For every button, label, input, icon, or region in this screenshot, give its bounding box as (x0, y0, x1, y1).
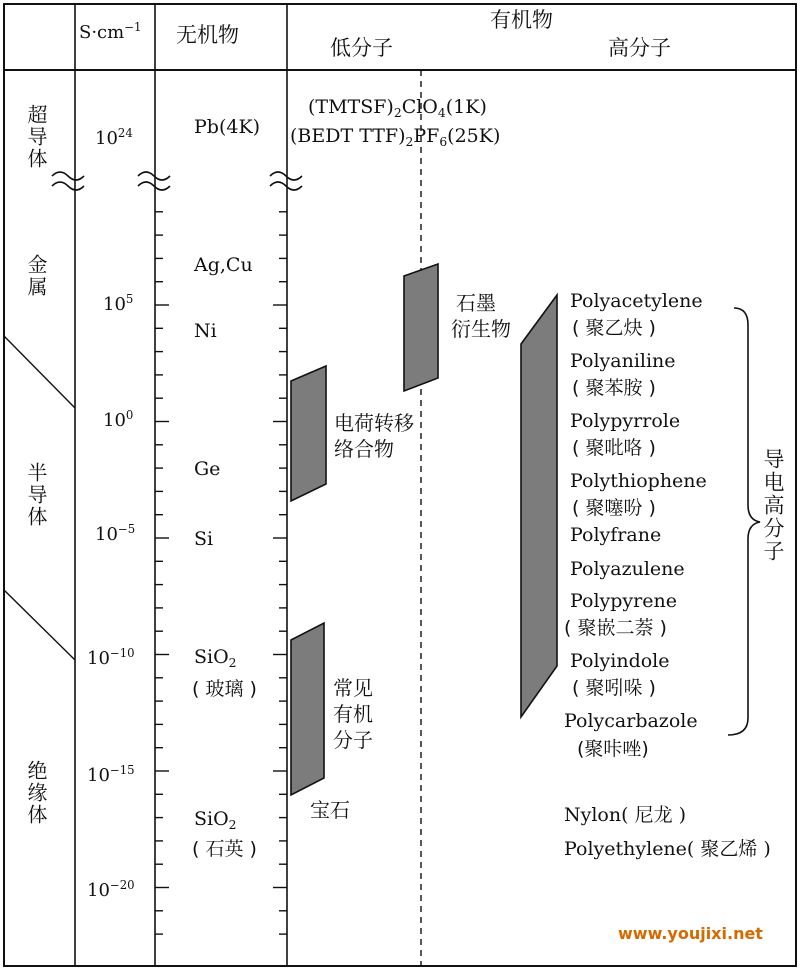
category-insulator: 绝缘体 (24, 760, 48, 826)
axis-label-1e5: $10^5$ (103, 292, 134, 315)
polymer-name: Polypyrrole (570, 410, 681, 432)
inorganic-quartz-cn: ( 石英 ) (192, 838, 257, 860)
polymer-name: Polyindole (570, 650, 670, 672)
tmtsf-formula: $(TMTSF)_2ClO_4(1K)$ (308, 96, 487, 120)
polymer-polyethylene: Polyethylene( 聚乙烯 ) (564, 838, 771, 860)
inorganic-agcu: Ag,Cu (194, 254, 253, 276)
organic-header: 有机物 (490, 8, 553, 32)
polymer-name: Polyaniline (570, 350, 676, 372)
axis-label-1e-15: $10^{-15}$ (87, 763, 135, 786)
inorganic-header: 无机物 (176, 23, 239, 47)
semiconductor-insulator-boundary (4, 590, 75, 660)
polymer-cn: ( 聚苯胺 ) (572, 377, 656, 399)
polymer-cn: (聚咔唑) (577, 738, 649, 760)
axis-label-1e24: $10^{24}$ (95, 126, 133, 149)
polymer-name: Polycarbazole (564, 710, 698, 732)
category-semiconductor: 半导体 (24, 462, 48, 528)
metal-semiconductor-boundary (4, 336, 75, 408)
inorganic-si: Si (194, 528, 214, 550)
bar-conductive-polymers (521, 295, 557, 717)
polymer-nylon: Nylon( 尼龙 ) (564, 804, 687, 826)
bar-common-organics (291, 623, 324, 795)
inorganic-ge: Ge (194, 458, 221, 480)
inorganic-sio2-quartz: SiO$_2$ (194, 808, 237, 832)
bedt-formula: (BEDT $TTF)_2PF_6(25K)$ (290, 125, 501, 149)
polymer-name: Polyacetylene (570, 290, 703, 312)
polymer-cn: ( 聚吡咯 ) (572, 437, 656, 459)
inorganic-glass-cn: ( 玻璃 ) (192, 678, 257, 700)
conductive-polymers-label: 导电高分子 (761, 448, 785, 563)
bar-charge-transfer (291, 366, 326, 501)
axis-break-marks (52, 172, 302, 190)
label-graphite-derivatives: 石墨 衍生物 (451, 291, 511, 341)
polymer-cn: ( 聚嵌二萘 ) (564, 617, 667, 639)
range-bars (291, 264, 557, 795)
inorganic-pb: Pb(4K) (194, 116, 261, 138)
polymer-brace (728, 308, 760, 735)
polymer-cn: ( 聚吲哚 ) (572, 677, 656, 699)
label-charge-transfer: 电荷转移 络合物 (334, 411, 414, 461)
inorganic-sio2-glass: SiO$_2$ (194, 646, 237, 670)
axis-label-1e-20: $10^{-20}$ (87, 878, 135, 901)
polymer-name: Polythiophene (570, 470, 707, 492)
category-superconductor: 超导体 (24, 104, 48, 170)
low-molecular-header: 低分子 (330, 36, 393, 60)
polymer-name: Polyfrane (570, 524, 662, 546)
axis-label-1e-10: $10^{-10}$ (87, 646, 135, 669)
watermark-url: www.youjixi.net (618, 924, 763, 943)
inorganic-ni: Ni (194, 320, 217, 342)
axis-label-1e0: $10^0$ (103, 408, 134, 431)
label-common-organics: 常见 有机 分子 (333, 676, 373, 752)
unit-label: $S\cdot cm^{-1}$ (79, 20, 142, 43)
polymer-name: Polypyrene (570, 590, 677, 612)
label-gemstone: 宝石 (310, 798, 350, 822)
category-metal: 金属 (24, 254, 48, 298)
bar-graphite (404, 264, 438, 391)
axis-label-1e-5: $10^{-5}$ (95, 522, 136, 545)
high-molecular-header: 高分子 (608, 36, 671, 60)
polymer-cn: ( 聚噻吩 ) (572, 497, 656, 519)
polymer-cn: ( 聚乙炔 ) (572, 317, 656, 339)
polymer-name: Polyazulene (570, 558, 685, 580)
